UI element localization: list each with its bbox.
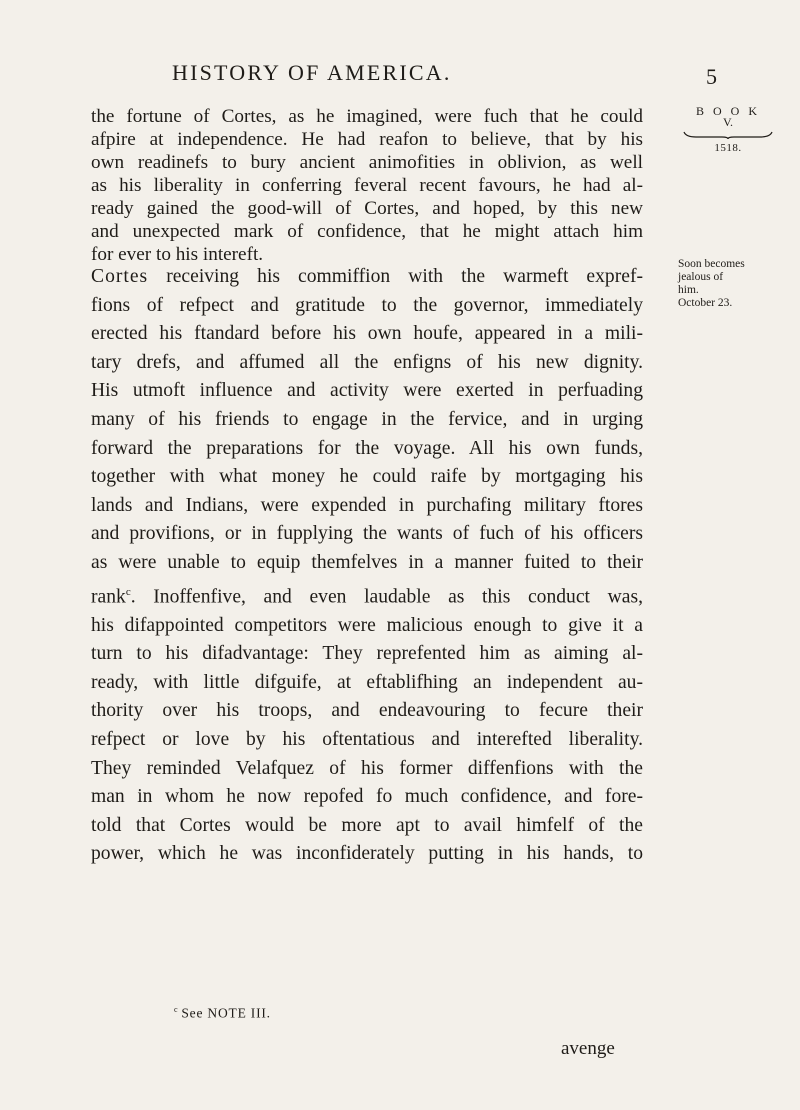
text-line: as were unable to equip themfelves in a manner fuited to their bbox=[91, 551, 643, 573]
margin-note-line: him. bbox=[678, 284, 699, 296]
text-line: many of his friends to engage in the fervice, and in urging bbox=[91, 408, 643, 430]
paragraph-1 bbox=[91, 105, 643, 266]
running-head: HISTORY OF AMERICA. bbox=[172, 60, 452, 85]
text-line: tary drefs, and affumed all the enfigns of his new dignity. bbox=[91, 351, 643, 373]
text-line: ready gained the good-will of Cortes, and hoped, by this new bbox=[91, 198, 643, 219]
margin-note-line: Soon becomes bbox=[678, 258, 745, 270]
footnote-ref: c bbox=[125, 585, 131, 598]
text-line: as his liberality in conferring feveral recent favours, he had al- bbox=[91, 175, 643, 196]
book-label: B O O K bbox=[695, 104, 760, 118]
book-volume: V. bbox=[722, 115, 734, 129]
text-line: own readinefs to bury ancient animofities in oblivion, as well bbox=[91, 152, 643, 173]
text-line: man in whom he now repofed fo much confidence, and fore- bbox=[91, 786, 643, 808]
text-line: His utmoft influence and activity were exerted in perfuading bbox=[91, 380, 643, 402]
brace-icon bbox=[682, 130, 774, 140]
text-line: and unexpected mark of confidence, that he might attach him bbox=[91, 221, 643, 242]
text-line: They reminded Velafquez of his former diffenfions with the bbox=[91, 757, 643, 779]
text-line: told that Cortes would be more apt to avail himfelf of the bbox=[91, 814, 643, 836]
text-line: erected his ftandard before his own houfe, appeared in a mili- bbox=[91, 323, 643, 345]
margin-note-line: jealous of bbox=[678, 271, 724, 283]
text-line: ready, with little difguife, at eftablifhing an independent au- bbox=[91, 671, 643, 693]
page-number: 5 bbox=[706, 64, 717, 89]
text-line: turn to his difadvantage: They reprefented him as aiming al- bbox=[91, 643, 643, 665]
rank-line-rest: . Inoffenfive, and even laudable as this conduct was, bbox=[130, 586, 643, 608]
first-line-rest: receiving his commiffion with the warmeft expref- bbox=[148, 266, 643, 287]
footnote-mark: c bbox=[174, 1005, 179, 1014]
text-line: forward the preparations for the voyage. All his own funds, bbox=[91, 437, 643, 459]
text-line: his difappointed competitors were malicious enough to give it a bbox=[91, 614, 643, 636]
margin-note-date: October 23. bbox=[678, 297, 733, 309]
text-line: together with what money he could raife by mortgaging his bbox=[91, 466, 643, 488]
margin-note bbox=[678, 258, 788, 310]
footnote bbox=[174, 1005, 271, 1022]
text-line-first bbox=[91, 263, 643, 292]
text-line: the fortune of Cortes, as he imagined, were fuch that he could bbox=[91, 106, 643, 127]
rank-word: rank bbox=[91, 586, 126, 608]
text-line: thority over his troops, and endeavouring to fecure their bbox=[91, 700, 643, 722]
text-line: power, which he was inconfiderately putting in his hands, to bbox=[91, 843, 643, 865]
catchword: avenge bbox=[561, 1038, 615, 1059]
text-line: and provifions, or in fupplying the wants of fuch of his officers bbox=[91, 523, 643, 545]
lead-word: Cortes bbox=[91, 266, 149, 287]
text-line: fions of refpect and gratitude to the governor, immediately bbox=[91, 294, 643, 316]
text-line: refpect or love by his oftentatious and interefted liberality. bbox=[91, 729, 643, 751]
footnote-text: See NOTE III. bbox=[181, 1005, 271, 1021]
text-line-rank bbox=[91, 578, 643, 612]
text-line: for ever to his intereft. bbox=[91, 244, 264, 265]
margin-year: 1518. bbox=[714, 142, 742, 154]
margin-book-marker bbox=[672, 104, 784, 154]
paragraph-2 bbox=[91, 263, 643, 869]
text-line: lands and Indians, were expended in purchafing military ftores bbox=[91, 494, 643, 516]
text-line: afpire at independence. He had reafon to believe, that by his bbox=[91, 129, 643, 150]
